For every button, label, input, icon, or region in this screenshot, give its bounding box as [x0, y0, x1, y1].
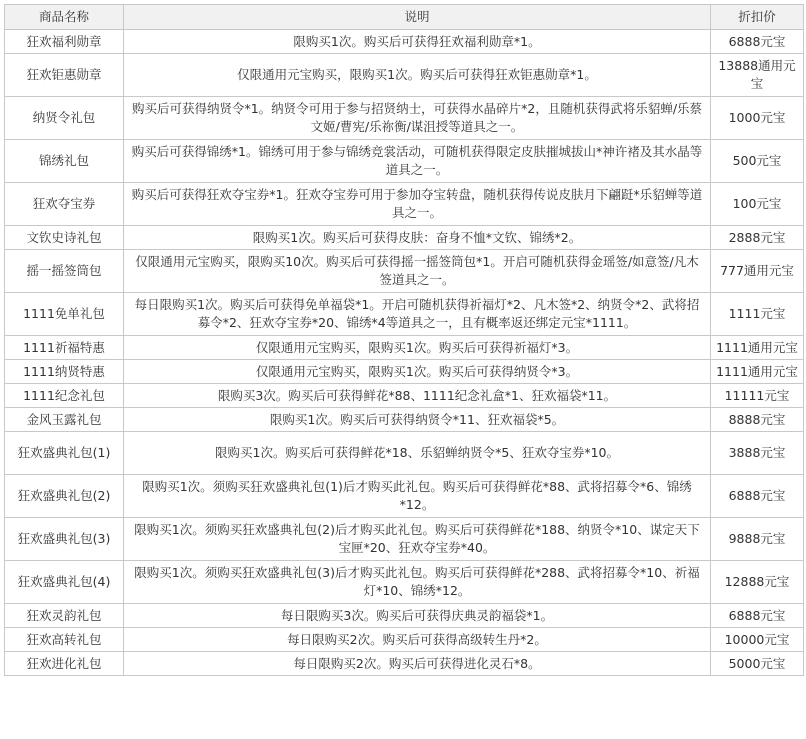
- item-name: 摇一摇签筒包: [5, 250, 124, 293]
- item-name: 狂欢盛典礼包(1): [5, 432, 124, 475]
- item-name: 狂欢盛典礼包(4): [5, 561, 124, 604]
- item-name: 1111祈福特惠: [5, 336, 124, 360]
- item-desc: 每日限购买2次。购买后可获得进化灵石*8。: [124, 652, 711, 676]
- item-desc: 限购买1次。须购买狂欢盛典礼包(3)后才购买此礼包。购买后可获得鲜花*288、武将招募令*10、祈福灯*10、锦绣*12。: [124, 561, 711, 604]
- item-price: 6888元宝: [711, 604, 804, 628]
- item-desc: 每日限购买1次。购买后可获得免单福袋*1。开启可随机获得祈福灯*2、凡木签*2、纳贤令*2、武将招募令*2、狂欢夺宝券*20、锦绣*4等道具之一，且有概率返还绑定元宝*1111。: [124, 293, 711, 336]
- item-desc: 每日限购买3次。购买后可获得庆典灵韵福袋*1。: [124, 604, 711, 628]
- item-name: 1111纳贤特惠: [5, 360, 124, 384]
- header-price: 折扣价: [711, 5, 804, 30]
- item-price: 1111元宝: [711, 293, 804, 336]
- table-row: [5, 652, 804, 676]
- item-price: 11111元宝: [711, 384, 804, 408]
- item-price: 777通用元宝: [711, 250, 804, 293]
- table-row: [5, 30, 804, 54]
- table-header-row: [5, 5, 804, 30]
- item-price: 5000元宝: [711, 652, 804, 676]
- item-desc: 仅限通用元宝购买，限购买1次。购买后可获得狂欢钜惠勋章*1。: [124, 54, 711, 97]
- item-name: 1111免单礼包: [5, 293, 124, 336]
- item-price: 1111通用元宝: [711, 336, 804, 360]
- item-desc: 仅限通用元宝购买，限购买1次。购买后可获得纳贤令*3。: [124, 360, 711, 384]
- item-price: 1111通用元宝: [711, 360, 804, 384]
- item-desc: 仅限通用元宝购买，限购买1次。购买后可获得祈福灯*3。: [124, 336, 711, 360]
- item-desc: 限购买3次。购买后可获得鲜花*88、1111纪念礼盒*1、狂欢福袋*11。: [124, 384, 711, 408]
- table-row: [5, 432, 804, 475]
- item-price: 500元宝: [711, 140, 804, 183]
- item-price: 6888元宝: [711, 30, 804, 54]
- item-name: 文钦史诗礼包: [5, 226, 124, 250]
- table-row: [5, 140, 804, 183]
- table-row: [5, 384, 804, 408]
- table-row: [5, 604, 804, 628]
- item-desc: 限购买1次。购买后可获得狂欢福利勋章*1。: [124, 30, 711, 54]
- item-price: 9888元宝: [711, 518, 804, 561]
- header-desc: 说明: [124, 5, 711, 30]
- item-desc: 每日限购买2次。购买后可获得高级转生丹*2。: [124, 628, 711, 652]
- item-name: 纳贤令礼包: [5, 97, 124, 140]
- table-row: [5, 226, 804, 250]
- item-price: 12888元宝: [711, 561, 804, 604]
- discount-table: [4, 4, 804, 676]
- table-row: [5, 360, 804, 384]
- table-row: [5, 336, 804, 360]
- table-row: [5, 408, 804, 432]
- item-desc: 限购买1次。购买后可获得鲜花*18、乐貂蝉纳贤令*5、狂欢夺宝券*10。: [124, 432, 711, 475]
- item-desc: 限购买1次。须购买狂欢盛典礼包(2)后才购买此礼包。购买后可获得鲜花*188、纳贤令*10、谋定天下宝匣*20、狂欢夺宝券*40。: [124, 518, 711, 561]
- item-name: 狂欢盛典礼包(2): [5, 475, 124, 518]
- item-name: 1111纪念礼包: [5, 384, 124, 408]
- item-name: 金风玉露礼包: [5, 408, 124, 432]
- item-name: 狂欢钜惠勋章: [5, 54, 124, 97]
- item-name: 狂欢夺宝券: [5, 183, 124, 226]
- item-desc: 限购买1次。购买后可获得纳贤令*11、狂欢福袋*5。: [124, 408, 711, 432]
- item-price: 1000元宝: [711, 97, 804, 140]
- item-desc: 购买后可获得纳贤令*1。纳贤令可用于参与招贤纳士，可获得水晶碎片*2，且随机获得武将乐貂蝉/乐蔡文姬/曹宪/乐祢衡/谋沮授等道具之一。: [124, 97, 711, 140]
- table-row: [5, 293, 804, 336]
- item-name: 锦绣礼包: [5, 140, 124, 183]
- item-price: 13888通用元宝: [711, 54, 804, 97]
- table-row: [5, 561, 804, 604]
- item-desc: 限购买1次。购买后可获得皮肤：奋身不恤*文钦、锦绣*2。: [124, 226, 711, 250]
- item-desc: 购买后可获得锦绣*1。锦绣可用于参与锦绣竞裳活动，可随机获得限定皮肤摧城拔山*神许褚及其水晶等道具之一。: [124, 140, 711, 183]
- item-name: 狂欢灵韵礼包: [5, 604, 124, 628]
- table-row: [5, 518, 804, 561]
- table-row: [5, 250, 804, 293]
- item-name: 狂欢盛典礼包(3): [5, 518, 124, 561]
- item-name: 狂欢高转礼包: [5, 628, 124, 652]
- item-price: 2888元宝: [711, 226, 804, 250]
- table-row: [5, 97, 804, 140]
- table-row: [5, 183, 804, 226]
- item-price: 100元宝: [711, 183, 804, 226]
- item-desc: 仅限通用元宝购买，限购买10次。购买后可获得摇一摇签筒包*1。开启可随机获得金瑶签/如意签/凡木签道具之一。: [124, 250, 711, 293]
- item-desc: 限购买1次。须购买狂欢盛典礼包(1)后才购买此礼包。购买后可获得鲜花*88、武将招募令*6、锦绣*12。: [124, 475, 711, 518]
- table-row: [5, 54, 804, 97]
- item-name: 狂欢进化礼包: [5, 652, 124, 676]
- item-price: 3888元宝: [711, 432, 804, 475]
- table-row: [5, 475, 804, 518]
- item-price: 10000元宝: [711, 628, 804, 652]
- item-price: 6888元宝: [711, 475, 804, 518]
- item-price: 8888元宝: [711, 408, 804, 432]
- header-name: 商品名称: [5, 5, 124, 30]
- item-desc: 购买后可获得狂欢夺宝券*1。狂欢夺宝券可用于参加夺宝转盘，随机获得传说皮肤月下翩跹*乐貂蝉等道具之一。: [124, 183, 711, 226]
- table-row: [5, 628, 804, 652]
- item-name: 狂欢福利勋章: [5, 30, 124, 54]
